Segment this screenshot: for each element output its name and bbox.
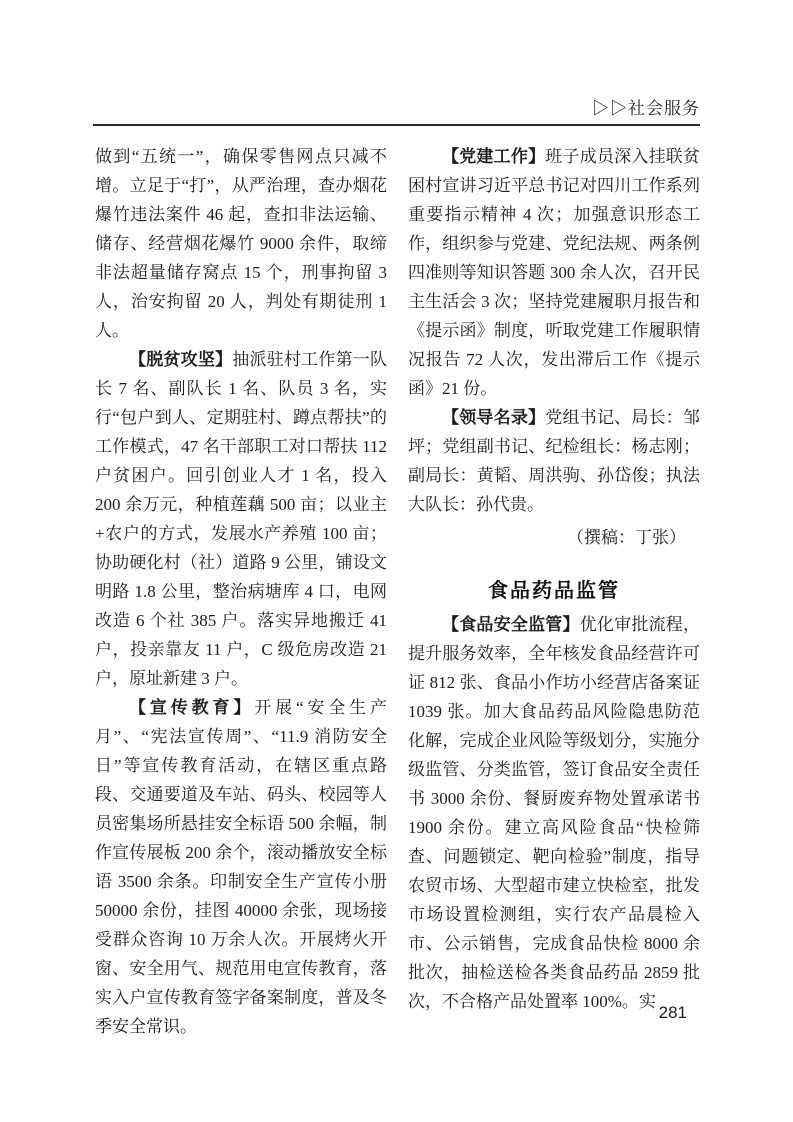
entry-label: 【脱贫攻坚】 — [129, 350, 233, 369]
section-heading: 食品药品监管 — [488, 580, 620, 602]
paragraph-text: 优化审批流程，提升服务效率，全年核发食品经营许可证 812 张、食品小作坊小经营店备案证 1039 张。加大食品药品风险隐患防范化解，完成企业风险等级划分，实施分级监管、分类监管，签订食品安全责任书 3000 余份、餐厨废弃物处置承诺书 1900 余份。建立高风险食品“快检筛查、问题锁定、靶向检验”制度，指导农贸市场、大型超市建立快检室，批发市场设置检测组，实行农产品晨检入市、公示销售，完成食品快检 8000 余批次，抽检送检各类食品药品 2859 批次，不合格产品处置率 100%。实 — [408, 615, 701, 1011]
byline: （撰稿：丁张） — [567, 528, 686, 547]
entry-label: 【食品安全监管】 — [442, 615, 580, 634]
paragraph-food-safety — [408, 610, 700, 1016]
running-header — [93, 94, 700, 119]
page-number: 281 — [658, 1003, 687, 1022]
entry-label: 【宣传教育】 — [129, 698, 255, 717]
paragraph-text: 开展“安全生产月”、“宪法宣传周”、“11.9 消防安全日”等宣传教育活动，在辖区重点路段、交通要道及车站、码头、校园等人员密集场所悬挂安全标语 500 余幅，制作宣传展板 200 余个，滚动播放安全标语 3500 余条。印制安全生产宣传小册 50000 余份，挂图 40000 余张，现场接受群众咨询 10 万余人次。开展烤火开窗、安全用气、规范用电宣传教育，落实入户宣传教育签字备案制度，普及冬季安全常识。 — [95, 698, 388, 1036]
paragraph-text: 党组书记、局长：邹坪；党组副书记、纪检组长：杨志刚；副局长：黄韬、周洪驹、孙岱俊；执法大队长：孙代贵。 — [408, 408, 701, 514]
paragraph-text: 做到“五统一”，确保零售网点只减不增。立足于“打”，从严治理，查办烟花爆竹违法案件 46 起，查扣非法运输、储存、经营烟花爆竹 9000 余件，取缔非法超量储存窝点 15 个，刑事拘留 3 人，治安拘留 20 人，判处有期徒刑 1 人。 — [95, 147, 387, 340]
right-column — [408, 142, 700, 1016]
header-rule — [93, 124, 700, 126]
entry-label: 【领导名录】 — [442, 408, 546, 427]
paragraph-poverty-alleviation — [95, 345, 387, 693]
paragraph-party-building — [408, 142, 700, 403]
paragraph-leadership-roster — [408, 403, 700, 519]
entry-label: 【党建工作】 — [442, 147, 546, 166]
paragraph-text: 抽派驻村工作第一队长 7 名、副队长 1 名、队员 3 名，实行“包户到人、定期驻村、蹲点帮扶”的工作模式，47 名干部职工对口帮扶 112 户贫困户。回引创业人才 1 名，投入 200 余万元，种植莲藕 500 亩；以业主+农户的方式，发展水产养殖 100 亩；协助硬化村（社）道路 9 公里，铺设文明路 1.8 公里，整治病塘库 4 口，电网改造 6 个社 385 户。落实异地搬迁 41 户，投亲靠友 11 户，C 级危房改造 21 户，原址新建 3 户。 — [95, 350, 388, 688]
paragraph-continuation — [95, 142, 387, 345]
paragraph-publicity-education — [95, 693, 387, 1041]
paragraph-text: 班子成员深入挂联贫困村宣讲习近平总书记对四川工作系列重要指示精神 4 次；加强意识形态工作，组织参与党建、党纪法规、两条例四准则等知识答题 300 余人次，召开民主生活会 3 次；坚持党建履职月报告和《提示函》制度，听取党建工作履职情况报告 72 人次，发出滞后工作《提示函》21 份。 — [408, 147, 701, 398]
left-column — [95, 142, 387, 1041]
section-marker-label: ▷▷社会服务 — [592, 99, 700, 118]
